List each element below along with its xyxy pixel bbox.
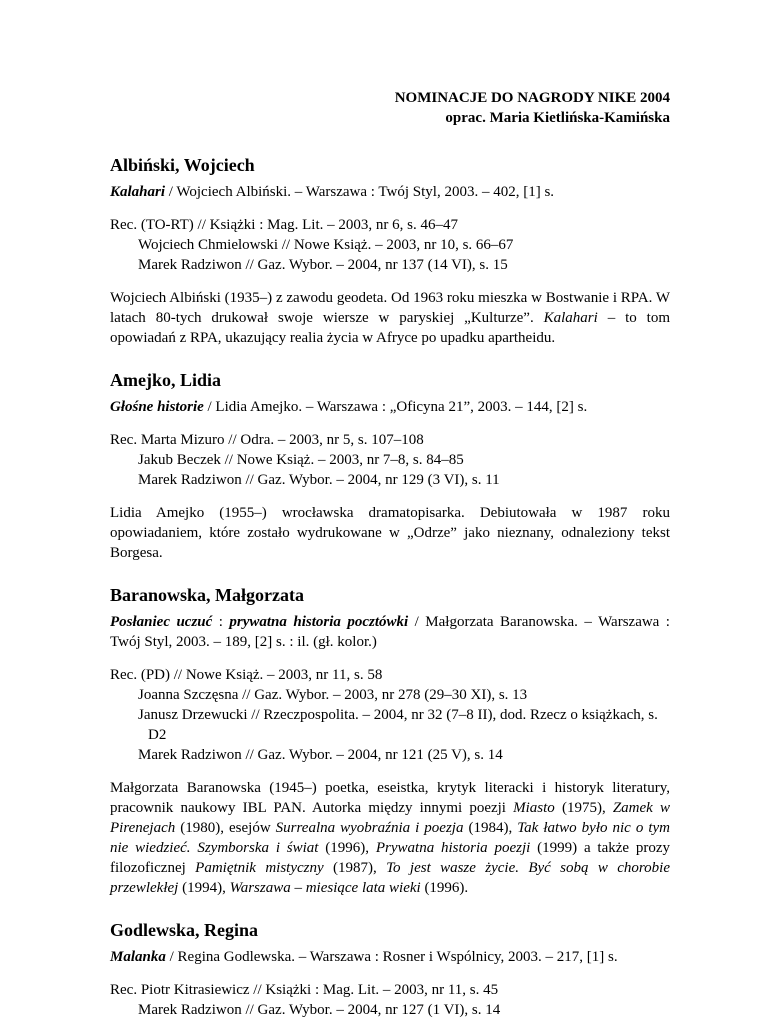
book-title: Głośne historie <box>110 399 204 415</box>
note-work-title: Zamek w Pirenejach <box>110 800 670 836</box>
author-note <box>110 778 670 898</box>
note-text: Małgorzata Baranowska (1945–) poetka, eseistka, krytyk literacki i historyk literatury, pracownik naukowy IBL PAN. Autorka między innymi poezji <box>110 780 670 816</box>
review-item: Wojciech Chmielowski // Nowe Książ. – 2003, nr 10, s. 66–67 <box>138 237 514 253</box>
note-work-title: Tak łatwo było nic o tym nie wiedzieć. Szymborska i świat <box>110 820 670 856</box>
bib-details: / Wojciech Albiński. – Warszawa : Twój Styl, 2003. – 402, [1] s. <box>165 184 555 200</box>
note-text: (1987), <box>323 860 387 876</box>
review-item: Marek Radziwon // Gaz. Wybor. – 2004, nr 121 (25 V), s. 14 <box>138 747 503 763</box>
note-work-title: Warszawa – miesiące lata wieki <box>229 880 421 896</box>
note-text: (1980), esejów <box>175 820 276 836</box>
document-header <box>110 88 670 128</box>
review-item: Joanna Szczęsna // Gaz. Wybor. – 2003, nr 278 (29–30 XI), s. 13 <box>138 687 528 703</box>
bib-details: / Małgorzata Baranowska. – Warszawa : Twój Styl, 2003. – 189, [2] s. : il. (gł. kolor.) <box>110 614 670 650</box>
book-title: Malanka <box>110 949 166 965</box>
review-item: Marek Radziwon // Gaz. Wybor. – 2004, nr 137 (14 VI), s. 15 <box>138 257 508 273</box>
entry-albinski <box>110 154 670 348</box>
book-title: Kalahari <box>110 184 166 200</box>
review-item: Marek Radziwon // Gaz. Wybor. – 2004, nr 129 (3 VI), s. 11 <box>138 472 500 488</box>
bibliographic-record <box>110 397 670 417</box>
note-text: – to tom opowiadań z RPA, ukazujący realia życia w Afryce po upadku apartheidu. <box>110 310 670 346</box>
review-item: Rec. (PD) // Nowe Książ. – 2003, nr 11, s. 58 <box>110 667 383 683</box>
note-text: Lidia Amejko (1955–) wrocławska dramatopisarka. Debiutowała w 1987 roku opowiadaniem, które zostało wydrukowane w „Odrze” jako nieznany, odnaleziony tekst Borgesa. <box>110 505 670 561</box>
note-text: (1975), <box>554 800 613 816</box>
review-item: Rec. Piotr Kitrasiewicz // Książki : Mag. Lit. – 2003, nr 11, s. 45 <box>110 982 499 998</box>
document-compiler: oprac. Maria Kietlińska-Kamińska <box>445 110 670 126</box>
note-text: (1999) a także prozy filozoficznej <box>110 840 671 876</box>
book-title: Posłaniec uczuć <box>110 614 213 630</box>
author-note <box>110 288 670 348</box>
author-heading: Amejko, Lidia <box>110 370 222 390</box>
bibliographic-record: Posłaniec uczuć : prywatna historia pocztówki / Małgorzata Baranowska. – Warszawa : Twój Styl, 2003. – 189, [2] s. : il. (gł. kolor.) <box>110 614 670 650</box>
note-work-title: Prywatna historia poezji <box>375 840 531 856</box>
reviews-list <box>110 430 670 490</box>
note-work-title: To jest wasze życie. Być sobą w chorobie przewlekłej <box>110 860 670 896</box>
reviews-list <box>110 215 670 275</box>
author-note <box>110 503 670 563</box>
note-text: (1984), <box>463 820 518 836</box>
reviews-list <box>110 665 670 765</box>
note-text: (1996). <box>420 880 469 896</box>
review-item: Marek Radziwon // Gaz. Wybor. – 2004, nr 127 (1 VI), s. 14 <box>138 1002 501 1018</box>
review-item: Rec. Marta Mizuro // Odra. – 2003, nr 5, s. 107–108 <box>110 432 424 448</box>
review-item: Jakub Beczek // Nowe Książ. – 2003, nr 7–8, s. 84–85 <box>138 452 464 468</box>
review-item: Rec. (TO-RT) // Książki : Mag. Lit. – 2003, nr 6, s. 46–47 <box>110 217 458 233</box>
note-work-title: Pamiętnik mistyczny <box>195 860 324 876</box>
bibliographic-record <box>110 182 670 202</box>
review-item-continuation: D2 <box>148 727 167 743</box>
note-work-title: Surrealna wyobraźnia i poezja <box>275 820 464 836</box>
bib-details: / Lidia Amejko. – Warszawa : „Oficyna 21”, 2003. – 144, [2] s. <box>203 399 588 415</box>
bib-details: / Regina Godlewska. – Warszawa : Rosner i Wspólnicy, 2003. – 217, [1] s. <box>165 949 618 965</box>
review-item: Janusz Drzewucki // Rzeczpospolita. – 2004, nr 32 (7–8 II), dod. Rzecz o książkach, s. <box>138 707 658 723</box>
note-text: Wojciech Albiński (1935–) z zawodu geodeta. Od 1963 roku mieszka w Bostwanie i RPA. W latach 80-tych drukował swoje wiersze w paryskiej „Kulturze”. <box>110 290 670 326</box>
note-text: Kalahari <box>543 310 598 326</box>
note-text: (1994), <box>178 880 230 896</box>
author-heading: Baranowska, Małgorzata <box>110 585 304 605</box>
note-text: (1996), <box>318 840 376 856</box>
document-title: NOMINACJE DO NAGRODY NIKE 2004 <box>394 90 670 106</box>
author-heading: Godlewska, Regina <box>110 920 259 940</box>
entry-amejko <box>110 369 670 563</box>
reviews-list <box>110 980 670 1020</box>
entry-godlewska <box>110 919 670 1020</box>
entry-baranowska <box>110 584 670 898</box>
author-heading: Albiński, Wojciech <box>110 155 255 175</box>
note-work-title: Miasto <box>513 800 555 816</box>
bibliographic-record <box>110 947 670 967</box>
book-subtitle: prywatna historia pocztówki <box>229 614 409 630</box>
